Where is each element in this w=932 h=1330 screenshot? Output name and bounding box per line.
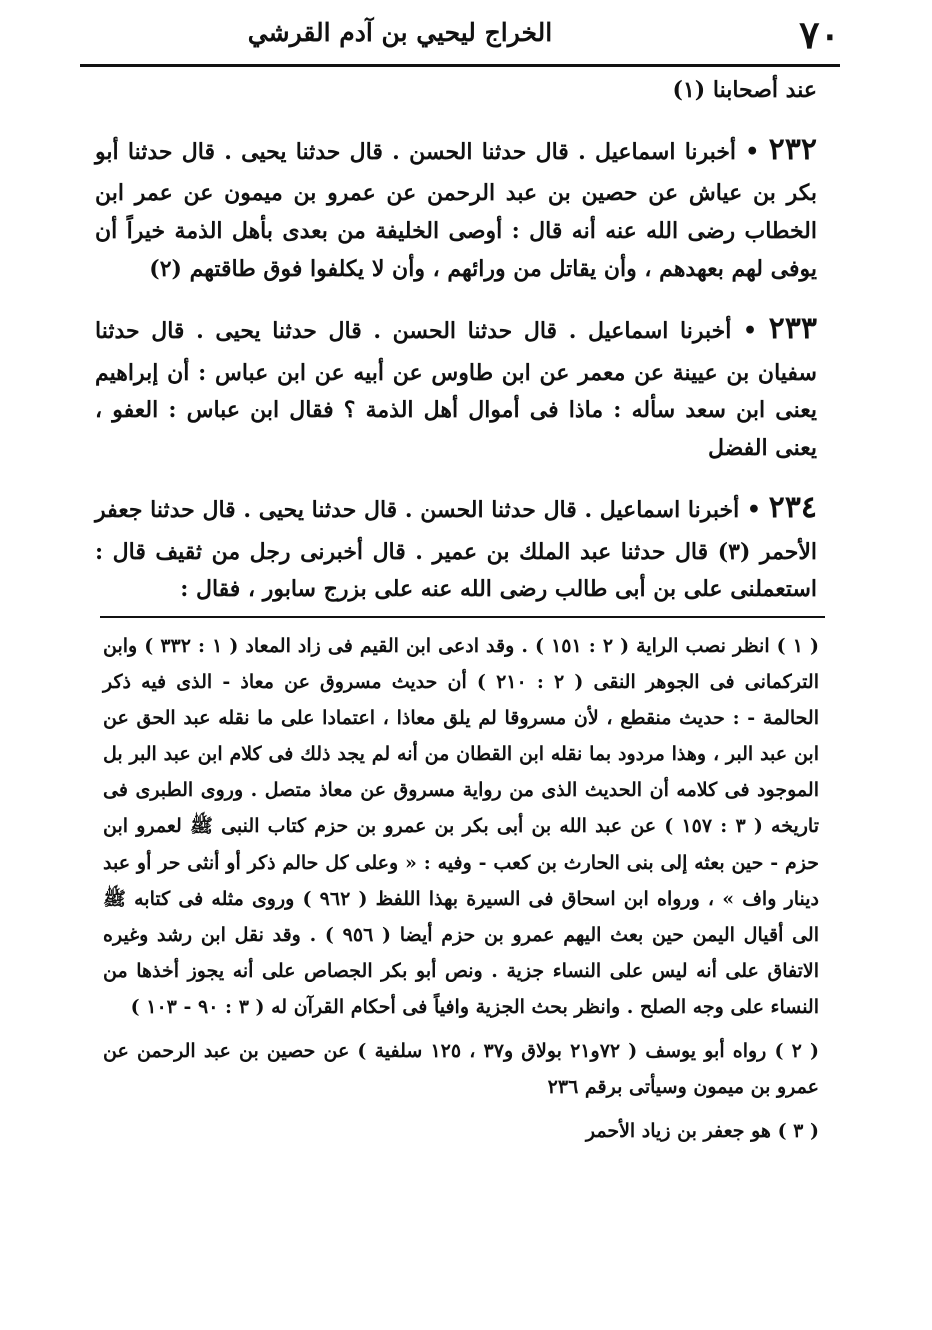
hadith-234 [95,482,817,609]
hadith-number: ٢٣٣ [768,310,817,346]
hadith-number: ٢٣٢ [768,131,817,167]
page-header [80,8,840,67]
hadith-text: • أخبرنا اسماعيل . قال حدثنا الحسن . قال حدثنا يحيى . قال حدثنا جعفر الأحمر (٣) قال حدثنا عبد الملك بن عمير . قال أخبرنى رجل من ثقيف قال : استعملنى على بن أبى طالب رضى الله عنه على بزرج سابور ، فقال : [95,496,817,603]
footnote-1: ( ١ ) انظر نصب الراية ( ٢ : ١٥١ ) . وقد ادعى ابن القيم فى زاد المعاد ( ١ : ٣٣٢ ) وابن التركمانى فى الجوهر النقى ( ٢ : ٢١٠ ) أن حديث مسروق عن معاذ - الذى فيه ذكر الحالمة - : حديث منقطع ، لأن مسروقا لم يلق معاذا ، اعتمادا على ما نقله عبد الحق عن ابن عبد البر ، وهذا مردود بما نقله ابن القطان من أنه لم يجد ذلك فى كلام ابن عبد البر بل الموجود فى كلامه أن الحديث الذى من رواية مسروق عن معاذ متصل . وروى الطبرى فى تاريخه ( ٣ : ١٥٧ ) عن عبد الله بن أبى بكر بن عمرو بن حزم كتاب النبى ﷺ لعمرو ابن حزم - حين بعثه إلى بنى الحارث بن كعب - وفيه : « وعلى كل حالم ذكر أو أنثى حر أو عبد دينار واف » ، ورواه ابن اسحاق فى السيرة بهذا اللفظ ( ٩٦٢ ) وروى مثله فى كتابه ﷺ الى أقيال اليمن حين بعث اليهم عمرو بن حزم أيضا ( ٩٥٦ ) . وقد نقل ابن رشد وغيره الاتفاق على أنه ليس على النساء جزية . ونص أبو بكر الجصاص على أنه يجوز أخذها من النساء على وجه الصلح . وانظر بحث الجزية وافياً فى أحكام القرآن له ( ٣ : ٩٠ - ١٠٣ ) [103,635,820,1018]
footnote-3: ( ٣ ) هو جعفر بن زياد الأحمر [585,1120,819,1143]
running-title: الخراج ليحيي بن آدم القرشي [247,18,553,47]
footnote-2: ( ٢ ) رواه أبو يوسف ( ٧٢و٢١ بولاق و٣٧ ، ١٢٥ سلفية ) عن حصين بن عبد الرحمن عن عمرو بن ميمون وسيأتى برقم ٢٣٦ [103,1040,819,1099]
hadith-number: ٢٣٤ [768,489,817,525]
hadith-233 [95,303,817,468]
page-number: ٧٠ [799,12,840,57]
footnotes [103,628,819,1149]
main-text [95,72,817,609]
hadith-text: • أخبرنا اسماعيل . قال حدثنا الحسن . قال حدثنا يحيى . قال حدثنا سفيان بن عيينة عن معمر عن ابن طاوس عن أبيه عن ابن عباس : أن إبراهيم يعنى ابن سعد سأله : ماذا فى أموال أهل الذمة ؟ فقال ابن عباس : العفو ، يعنى الفضل [95,317,817,462]
hadith-232 [95,124,817,289]
footnote-divider [100,616,825,618]
hadith-text: • أخبرنا اسماعيل . قال حدثنا الحسن . قال حدثنا يحيى . قال حدثنا أبو بكر بن عياش عن حصين بن عبد الرحمن عن عمرو بن ميمون عن عمر ابن الخطاب رضى الله عنه أنه قال : أوصى الخليفة من بعدى بأهل الذمة خيراً أن يوفى لهم بعهدهم ، وأن يقاتل من ورائهم ، وأن لا يكلفوا فوق طاقتهم (٢) [95,138,817,283]
continuation-line: عند أصحابنا (١) [672,77,817,103]
